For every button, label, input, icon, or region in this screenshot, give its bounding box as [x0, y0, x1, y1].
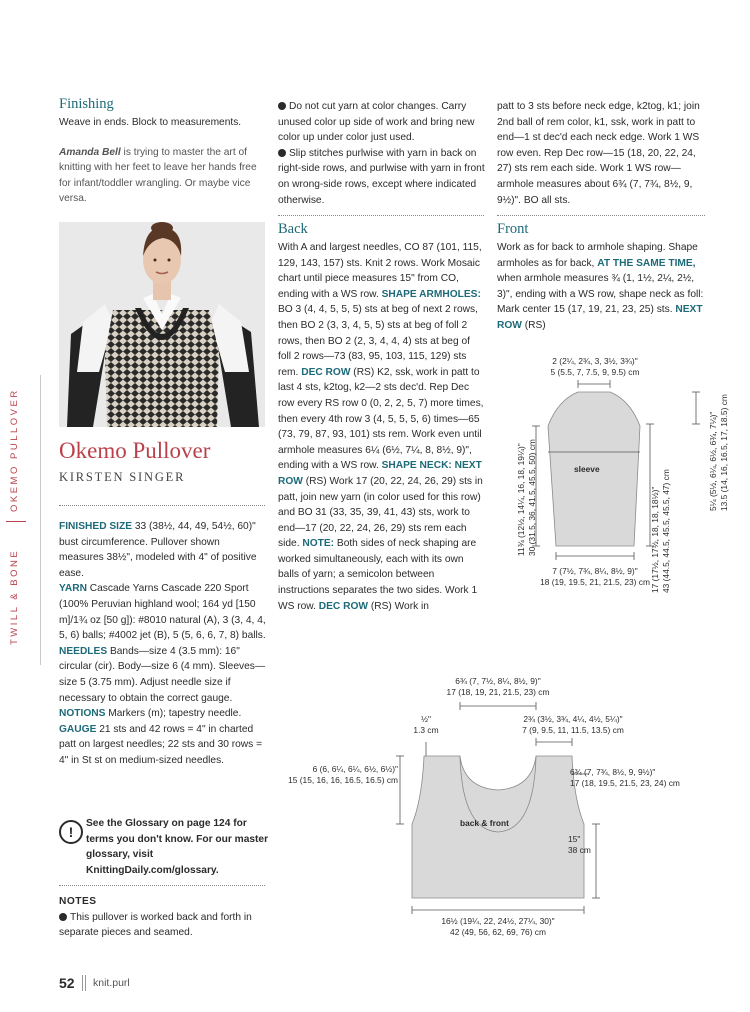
armhole-dim: 6 (6, 6¼, 6¼, 6½, 6½)" 15 (15, 16, 16, 16.5, 16.5) cm — [288, 764, 398, 785]
yarn-text: Cascade Yarns Cascade 220 Sport (100% Peruvian highland wool; 164 yd [150 m]/1¾ oz [50 g]): #8010 natural (A), 3 (3, 4, 4, 5, 6) balls; #4002 jet (B), 5 (5, 6, 6, 7, 8) balls. — [59, 583, 266, 642]
footer-rule — [82, 975, 83, 991]
sleeve-cap-dim: 5¼ (5½, 6¼, 6½, 6¾, 7¼)" 13.5 (14, 16, 16.5, 17, 18.5) cm — [708, 394, 729, 511]
sidebar-series: TWILL & BONE — [9, 548, 20, 645]
page-number: 52 — [59, 975, 75, 991]
sleeve-schematic — [500, 356, 740, 596]
notes-heading: NOTES — [59, 896, 97, 907]
pattern-title-block — [59, 438, 269, 485]
finishing-text: Weave in ends. Block to measurements. — [59, 117, 242, 128]
half-inch-dim: ½" 1.3 cm — [413, 714, 439, 735]
gauge — [59, 722, 267, 769]
designer-bio — [59, 145, 264, 207]
bullet-icon — [59, 913, 67, 921]
sleeve-bottom-dim: 7 (7½, 7¾, 8¼, 8½, 9)" 18 (19, 19.5, 21, 21.5, 23) cm — [540, 566, 650, 587]
front-heading: Front — [497, 221, 529, 237]
bio-name: Amanda Bell — [59, 146, 121, 158]
finishing-heading: Finishing — [59, 96, 114, 112]
finished-size — [59, 519, 267, 581]
pattern-title: Okemo Pullover — [59, 438, 211, 463]
sleeve-length-dim: 11¾ (12½, 14¼, 16, 18, 19¼)" 30 (31.5, 36, 41.5, 45.5, 50) cm — [516, 439, 537, 556]
back-section — [278, 221, 485, 614]
footer-rule-2 — [85, 975, 86, 991]
note-item-3 — [278, 146, 486, 208]
shoulder-dim: 2¾ (3½, 3¾, 4¼, 4½, 5¼)" 7 (9, 9.5, 11, 11.5, 13.5) cm — [522, 714, 624, 735]
back-continued-text: patt to 3 sts before neck edge, k2tog, k1; join 2nd ball of rem color, k1, ssk, work in patt to end—1 st dec'd each neck edge. Work 1 WS row even. Rep Dec row—15 (18, 20, 22, 24, 27) sts rem each side. Work 1 WS row—armhole measures about 6¾ (7, 7¾, 8½, 9, 9½)". BO all sts. — [497, 101, 700, 206]
glossary-callout — [59, 816, 269, 878]
back-continued — [497, 99, 707, 208]
note-item-2 — [278, 99, 486, 146]
width-dim: 6¾ (7, 7¾, 8½, 9, 9½)" 17 (18, 19.5, 21.5, 23, 24) cm — [570, 767, 680, 788]
note-text: Do not cut yarn at color changes. Carry unused color up side of work and bring new color up under color just used. — [278, 101, 475, 144]
bio-text: is trying to master the art of knitting with her feet to leave her hands free for infant/toddler wrangling. Or maybe vice versa. — [59, 146, 257, 205]
finished-size-label: FINISHED SIZE — [59, 521, 133, 532]
notions — [59, 706, 267, 722]
yarn-label: YARN — [59, 583, 87, 595]
sidebar — [0, 375, 40, 665]
sidebar-pattern: OKEMO PULLOVER — [9, 388, 20, 512]
needles — [59, 644, 267, 706]
note-item-1 — [59, 910, 269, 941]
sleeve-label: sleeve — [574, 464, 600, 474]
sleeve-top-dim: 2 (2¼, 2¾, 3, 3½, 3¾)" 5 (5.5, 7, 7.5, 9, 9.5) cm — [550, 356, 640, 377]
bullet-icon — [278, 102, 286, 110]
magazine-name: knit.purl — [93, 977, 130, 989]
specs-section — [59, 519, 267, 769]
model-photo-icon — [59, 222, 265, 427]
back-heading: Back — [278, 221, 308, 237]
yarn — [59, 581, 267, 643]
front-section — [497, 221, 709, 334]
back-text: With A and largest needles, CO 87 (101, 115, 129, 143, 157) sts. Knit 2 rows. Work Mosaic chart until piece measures 15" from CO, ending with a WS row. SHAPE ARMHOLES: BO 3 (4, 4, 5, 5, 5) sts at beg of next 2 rows, then BO 2 (3, 3, 4, 5, 5) sts at beg of foll 2 rows, then BO 2 (2, 3, 4, 4, 4) sts at beg of foll 2 rows—73 (83, 95, 103, 115, 129) sts rem. DEC ROW (RS) K2, ssk, work in patt to last 4 sts, k2tog, k2—2 sts dec'd. Rep Dec row every RS row 0 (0, 2, 2, 5, 7) more times, then every 4th row 3 (4, 5, 5, 5, 6) times—65 (73, 79, 87, 93, 101) sts rem. Work even until armhole measures 6¼ (6½, 7¼, 8, 8½, 9)", ending with a WS row. SHAPE NECK: NEXT ROW (RS) Work 17 (20, 22, 24, 26, 29) sts in patt, join new yarn (in color used for this row) and BO 31 (33, 35, 39, 41, 43) sts, work to end—17 (20, 22, 24, 26, 29) sts rem each side. NOTE: Both sides of neck shaping are worked simultaneously, each with its own balls of yarn; a semicolon between instructions separates the two sides. Work 1 WS row. DEC ROW (RS) Work in — [278, 242, 484, 612]
front-text: Work as for back to armhole shaping. Shape armholes as for back, AT THE SAME TIME, when armhole measures ¾ (1, 1½, 2¼, 2½, 3)", ending with a WS row, shape neck as foll: Mark center 15 (17, 19, 21, 23, 25) sts. NEXT ROW (RS) — [497, 242, 704, 331]
notions-label: NOTIONS — [59, 708, 106, 720]
notions-text: Markers (m); tapestry needle. — [105, 708, 242, 720]
note-text: This pullover is worked back and forth in separate pieces and seamed. — [59, 911, 252, 939]
sleeve-total-dim: 17 (17½, 17½, 18, 18, 18½)" 43 (44.5, 44.5, 45.5, 45.5, 47) cm — [650, 469, 671, 593]
back-divider — [278, 215, 484, 216]
front-divider — [497, 215, 705, 216]
body-drawing — [278, 676, 708, 946]
info-icon: ! — [59, 820, 83, 844]
designer-name: KIRSTEN SINGER — [59, 470, 186, 484]
length-dim: 15" 38 cm — [568, 834, 591, 855]
sidebar-separator — [6, 521, 26, 522]
bust-dim: 16½ (19¼, 22, 24½, 27¼, 30)" 42 (49, 56, 62, 69, 76) cm — [441, 916, 555, 937]
notes-section — [59, 894, 269, 941]
finishing-section — [59, 96, 264, 207]
body-schematic — [278, 676, 708, 946]
sidebar-rule — [0, 375, 41, 665]
notes-divider — [59, 885, 265, 886]
model-photo — [59, 222, 265, 427]
needles-label: NEEDLES — [59, 645, 108, 657]
title-divider — [59, 505, 265, 506]
neck-width-dim: 6¾ (7, 7½, 8¼, 8½, 9)" 17 (18, 19, 21, 21.5, 23) cm — [446, 676, 550, 697]
finished-size-text: 33 (38½, 44, 49, 54½, 60)" bust circumference. Pullover shown measures 38½", modeled with 4" of positive ease. — [59, 521, 257, 579]
notes-continued — [278, 99, 486, 208]
gauge-label: GAUGE — [59, 723, 97, 735]
note-text: Slip stitches purlwise with yarn in back on right-side rows, and purlwise with yarn in front on wrong-side rows, except where indicated otherwise. — [278, 147, 485, 206]
needles-text: Bands—size 4 (3.5 mm): 16" circular (cir). Body—size 6 (4 mm). Sleeves—size 5 (3.75 mm). Adjust needle size if necessary to obtain the correct gauge. — [59, 645, 266, 704]
body-label: back & front — [460, 818, 509, 828]
bullet-icon — [278, 149, 286, 157]
glossary-text[interactable]: See the Glossary on page 124 for terms you don't know. For our master glossary, visit KnittingDaily.com/glossary. — [86, 818, 269, 876]
gauge-text: 21 sts and 42 rows = 4" in charted patt on largest needles; 22 sts and 30 rows = 4" in St st on medium-sized needles. — [59, 723, 263, 766]
